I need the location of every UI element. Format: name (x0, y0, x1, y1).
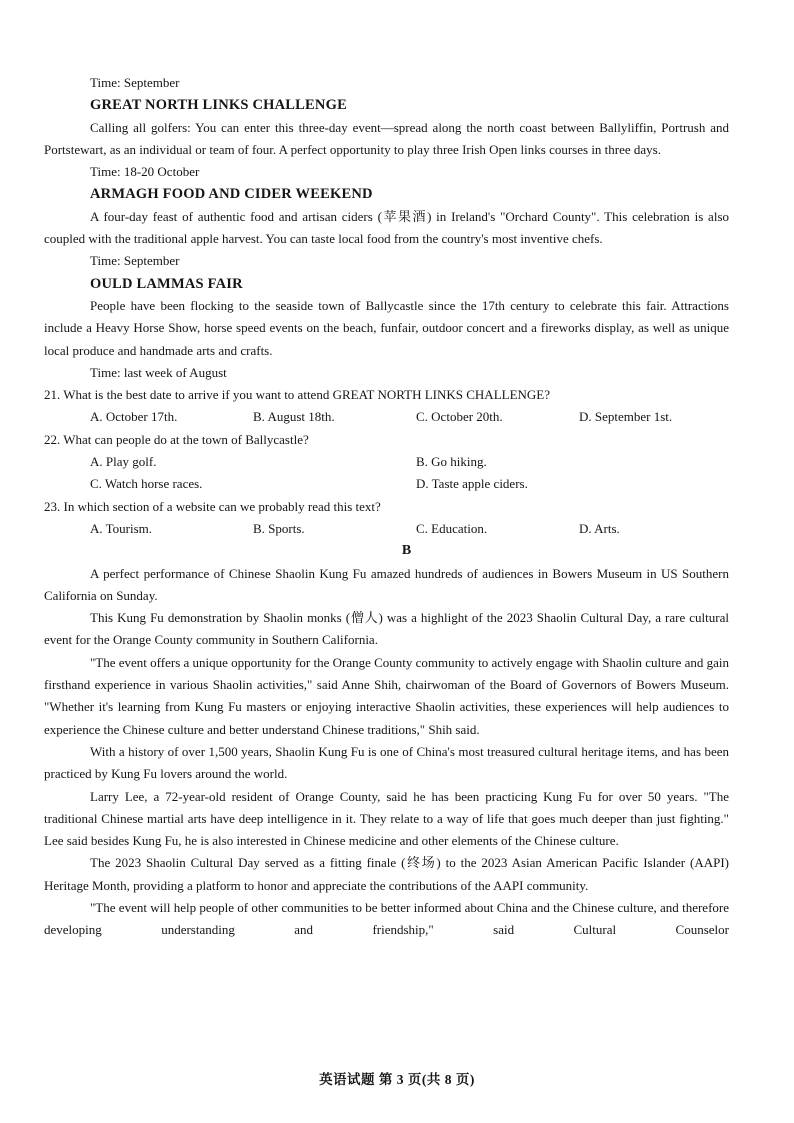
option-a: A. October 17th. (90, 409, 178, 425)
option-b: B. Sports. (253, 520, 305, 536)
event-description: A four-day feast of authentic food and artisan ciders (苹果酒) in Ireland's "Orchard County". This celebration is also coupled with the traditional apple harvest. You can taste local food from the country's most inventive chefs. (44, 208, 729, 247)
option-d: D. Taste apple ciders. (416, 476, 528, 492)
paragraph: "The event offers a unique opportunity for the Orange County community to actively engage with Shaolin culture and gain firsthand experience in various Shaolin activities," said Anne Shih, chairwoman of the Board of Governors of Bowers Museum. "Whether it's learning from Kung Fu masters or enjoying interactive Shaolin activities, these experiences will help audiences to experience the Chinese culture and better understand Chinese traditions," Shih said. (44, 654, 730, 737)
page-content (44, 72, 729, 942)
section-letter: B (401, 543, 412, 559)
paragraph: With a history of over 1,500 years, Shaolin Kung Fu is one of China's most treasured cultural heritage items, and has been practiced by Kung Fu lovers around the world. (44, 743, 729, 782)
option-b: B. Go hiking. (416, 454, 487, 470)
event-time: Time: last week of August (90, 364, 227, 380)
option-c: C. October 20th. (416, 409, 503, 425)
option-a: A. Play golf. (90, 454, 157, 470)
option-b: B. August 18th. (253, 409, 335, 425)
answer-options (44, 518, 729, 540)
event-heading: OULD LAMMAS FAIR (90, 275, 243, 292)
event-description: People have been flocking to the seaside town of Ballycastle since the 17th century to celebrate this fair. Attractions include a Heavy Horse Show, horse speed events on the beach, funfair, outdoor concert and a fireworks display, as well as unique local produce and handmade arts and crafts. (44, 297, 729, 358)
event-time: Time: September (90, 75, 180, 90)
event-time: Time: 18-20 October (90, 164, 200, 180)
option-a: A. Tourism. (90, 520, 153, 536)
question-stem: 23. In which section of a website can we probably read this text? (44, 498, 381, 514)
question-stem: 22. What can people do at the town of Ballycastle? (44, 431, 309, 447)
paragraph: Larry Lee, a 72-year-old resident of Orange County, said he has been practicing Kung Fu for over 50 years. "The traditional Chinese martial arts have deep intelligence in it. They relate to a way of life that goes much deeper than just fighting." Lee said besides Kung Fu, he is also interested in Chinese medicine and other elements of the Chinese culture. (44, 788, 729, 849)
option-d: D. Arts. (579, 520, 620, 536)
event-heading: ARMAGH FOOD AND CIDER WEEKEND (90, 186, 373, 203)
event-time: Time: September (90, 253, 180, 269)
event-description: Calling all golfers: You can enter this three-day event—spread along the north coast between Ballyliffin, Portrush and Portstewart, as an individual or team of four. A perfect opportunity to play three Irish Open links courses in three days. (44, 119, 729, 157)
option-c: C. Education. (416, 520, 488, 536)
paragraph: This Kung Fu demonstration by Shaolin monks (僧人) was a highlight of the 2023 Shaolin Cultural Day, a rare cultural event for the Orange County community in Southern California. (44, 610, 729, 648)
event-heading: GREAT NORTH LINKS CHALLENGE (90, 97, 347, 114)
page-footer: 英语试题 第 3 页(共 8 页) (319, 1072, 475, 1087)
answer-options (44, 406, 729, 428)
option-d: D. September 1st. (579, 409, 673, 425)
option-c: C. Watch horse races. (90, 476, 203, 492)
paragraph: "The event will help people of other communities to be better informed about China and the Chinese culture, and therefore developing understanding and friendship," said Cultural Counselor (44, 899, 729, 938)
answer-options (44, 451, 729, 496)
paragraph: The 2023 Shaolin Cultural Day served as a fitting finale (终场) to the 2023 Asian American Pacific Islander (AAPI) Heritage Month, providing a platform to honor and appreciate the contributions of the AAPI community. (44, 855, 729, 893)
paragraph: A perfect performance of Chinese Shaolin Kung Fu amazed hundreds of audiences in Bowers Museum in US Southern California on Sunday. (44, 565, 729, 603)
question-stem: 21. What is the best date to arrive if you want to attend GREAT NORTH LINKS CHALLENGE? (44, 387, 551, 403)
